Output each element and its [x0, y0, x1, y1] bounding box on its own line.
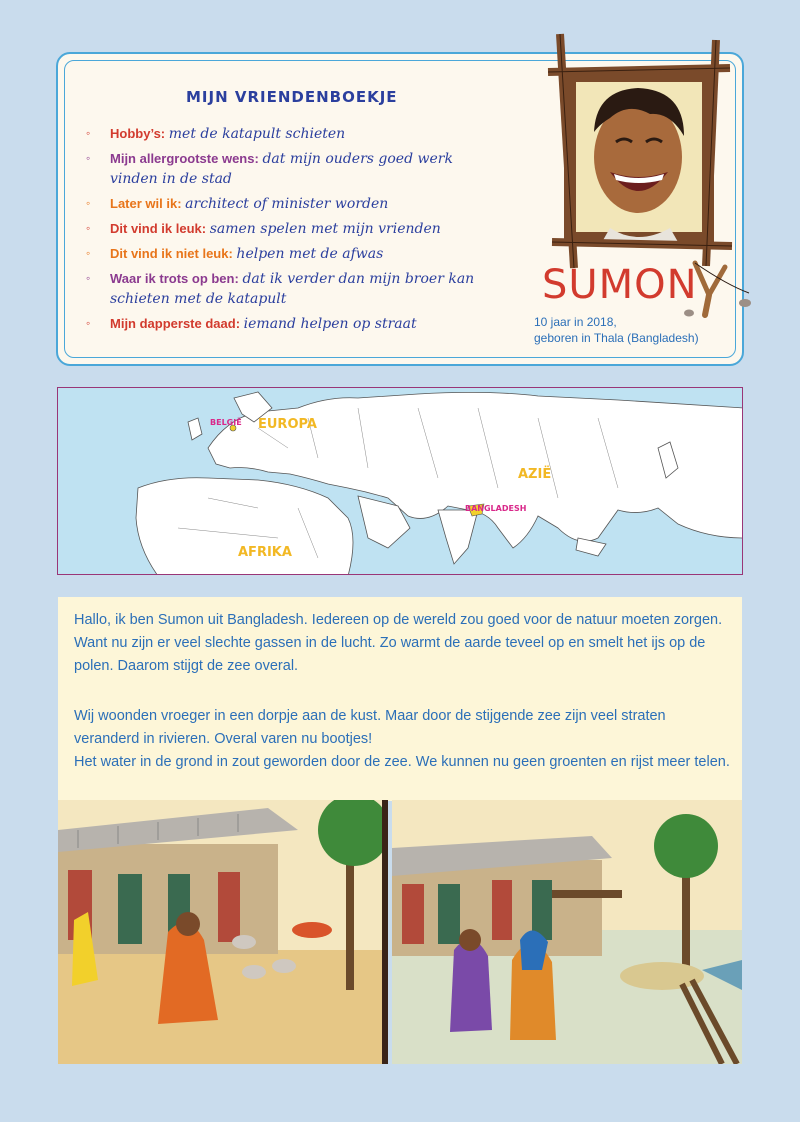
map-label-europa: EUROPA [258, 417, 317, 432]
map-label-azie: AZIË [518, 467, 552, 482]
field-value: helpen met de afwas [236, 246, 384, 262]
story-text-panel [58, 597, 742, 801]
field-value: met de katapult schieten [168, 126, 346, 142]
child-subtitle [534, 314, 699, 346]
field-label: Dit vind ik niet leuk: [110, 246, 233, 261]
bullet-icon: ◦ [86, 126, 91, 140]
field-label: Mijn dapperste daad: [110, 316, 241, 331]
world-map [57, 387, 743, 575]
map-label-bangladesh: BANGLADESH [465, 504, 527, 513]
map-label-afrika: AFRIKA [238, 545, 292, 560]
map-label-belgie: BELGIË [210, 418, 242, 427]
field-label: Later wil ik: [110, 196, 182, 211]
subtitle-line-2: geboren in Thala (Bangladesh) [534, 331, 699, 345]
field-value: dat mijn ouders goed werk vinden in de stad [110, 151, 453, 187]
field-value: dat ik verder dan mijn broer kan schieten met de katapult [110, 271, 475, 307]
field-hobby [84, 124, 504, 144]
bullet-icon: ◦ [86, 271, 91, 285]
friendbook-fields [84, 124, 504, 339]
map-landmass-illustration [58, 388, 743, 575]
field-label: Dit vind ik leuk: [110, 221, 207, 236]
field-dislike [84, 244, 504, 264]
field-value: samen spelen met mijn vrienden [209, 221, 441, 237]
field-wish [84, 149, 504, 189]
portrait-illustration [538, 32, 738, 272]
bullet-icon: ◦ [86, 221, 91, 235]
illustration-village-flooded [392, 800, 742, 1064]
story-paragraph-2b: Het water in de grond in zout geworden door de zee. We kunnen nu geen groenten en rijst meer telen. [74, 754, 730, 770]
story-paragraph-2a: Wij woonden vroeger in een dorpje aan de kust. Maar door de stijgende zee zijn veel straten veranderd in rivieren. Overal varen nu bootjes! [74, 708, 666, 747]
field-value: architect of minister worden [185, 196, 389, 212]
field-bravest [84, 314, 504, 334]
bullet-icon: ◦ [86, 316, 91, 330]
field-label: Waar ik trots op ben: [110, 271, 239, 286]
bullet-icon: ◦ [86, 246, 91, 260]
field-like [84, 219, 504, 239]
bullet-icon: ◦ [86, 151, 91, 165]
subtitle-line-1: 10 jaar in 2018, [534, 315, 617, 329]
bullet-icon: ◦ [86, 196, 91, 210]
field-later [84, 194, 504, 214]
field-value: iemand helpen op straat [243, 316, 417, 332]
story-paragraph-1: Hallo, ik ben Sumon uit Bangladesh. Iedereen op de wereld zou goed voor de natuur moeten zorgen. Want nu zijn er veel slechte gassen in de lucht. Zo warmt de aarde teveel op en smelt het ijs op de polen. Daarom stijgt de zee overal. [74, 612, 723, 674]
field-label: Mijn allergrootste wens: [110, 151, 259, 166]
card-title: MIJN VRIENDENBOEKJE [186, 88, 398, 106]
illustration-village-before [58, 800, 388, 1064]
field-proud [84, 269, 504, 309]
child-name: SUMON [542, 262, 698, 308]
field-label: Hobby’s: [110, 126, 166, 141]
